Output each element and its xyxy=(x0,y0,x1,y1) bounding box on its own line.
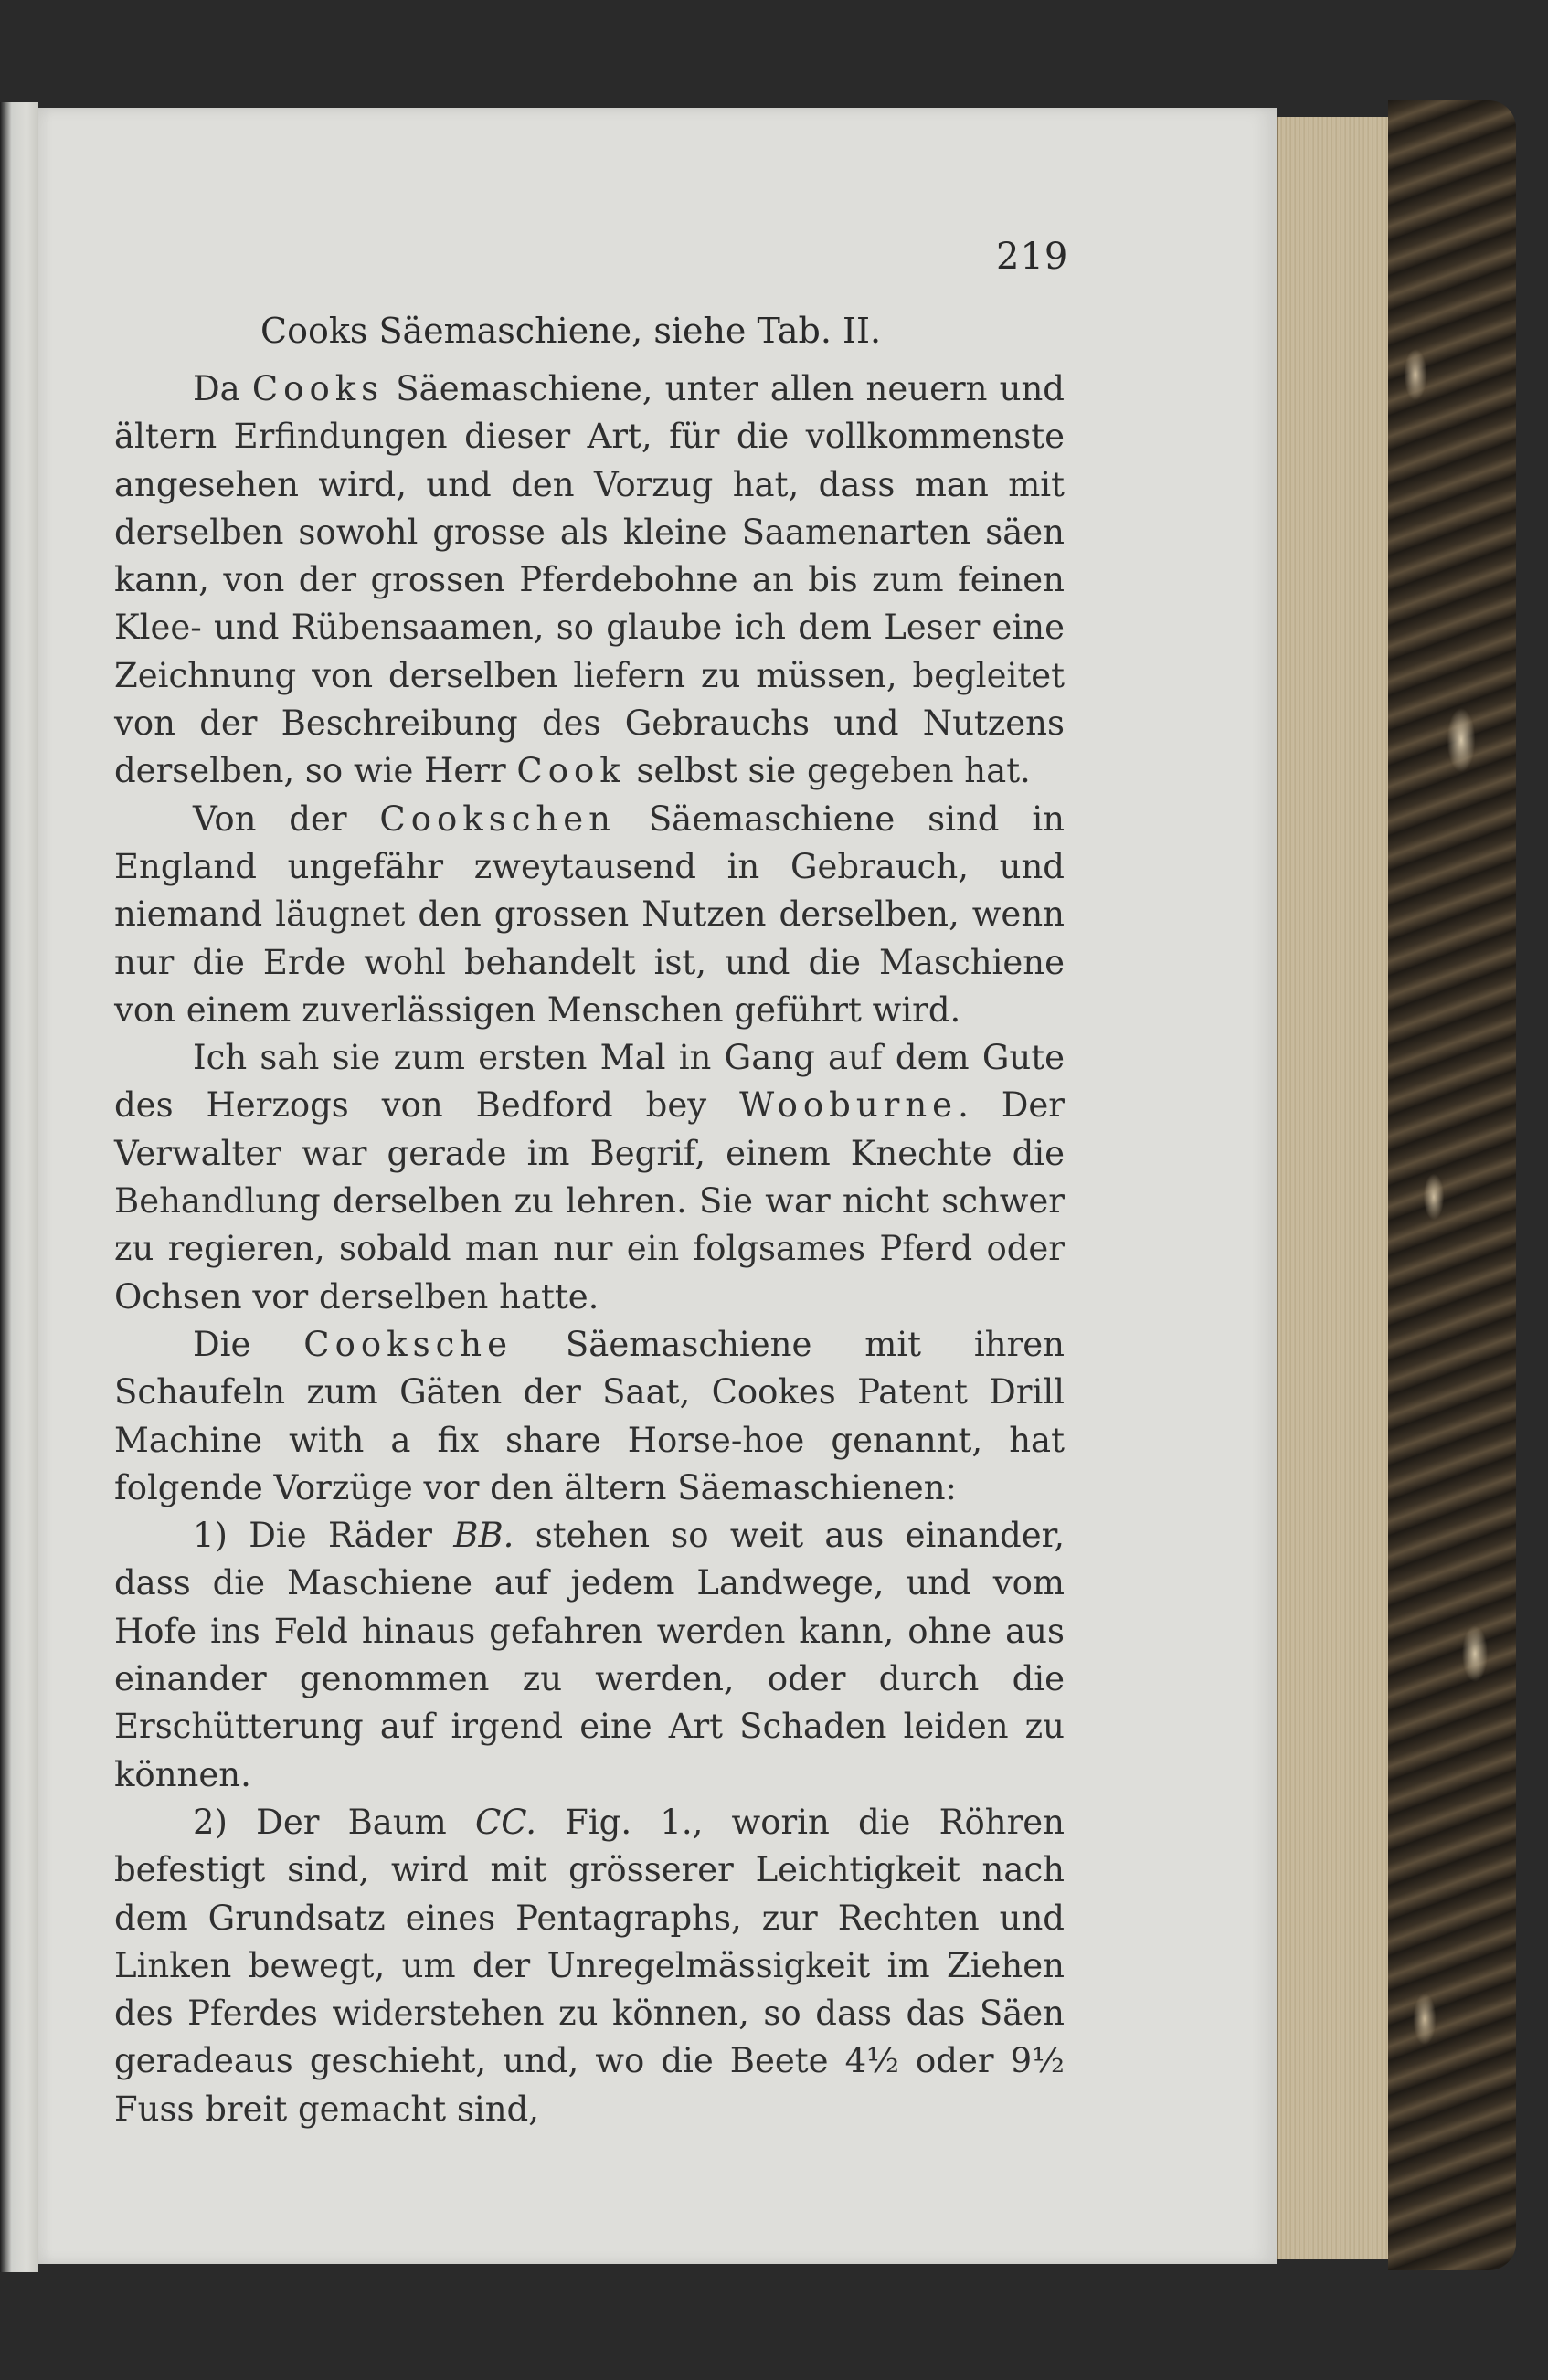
p5-text-run: BB. xyxy=(453,1516,514,1556)
p4-text-run: Cooksche xyxy=(303,1324,514,1364)
body-text xyxy=(114,365,1065,2133)
paragraph-3 xyxy=(114,1034,1065,1321)
p6-text-run: CC. xyxy=(474,1802,536,1842)
p4-text-run: Die xyxy=(193,1324,304,1364)
p1-text-run: Da xyxy=(193,369,252,408)
p3-text-run: . Der Verwalter war gerade im Begrif, einem Knechte die Behandlung derselben zu lehren. Sie war nicht schwer zu regieren, sobald man nur ein folgsames Pferd oder Ochsen vor derselben hatte. xyxy=(114,1085,1065,1317)
previous-page-edge xyxy=(0,102,38,2272)
p6-text-run: 2) Der Baum xyxy=(193,1802,475,1842)
p5-text-run: stehen so weit aus einander, dass die Maschiene auf jedem Landwege, und vom Hofe ins Feld hinaus gefahren werden kann, ohne aus einander genommen zu werden, oder durch die Erschütterung auf irgend eine Art Schaden leiden zu können. xyxy=(114,1516,1065,1794)
p1-text-run: selbst sie gegeben hat. xyxy=(625,751,1031,791)
p4-text-run: Säemaschiene mit ihren Schaufeln zum Gäten der Saat, Cookes Patent Drill Machine with a fix share Horse-hoe genannt, hat folgende Vorzüge vor den ältern Säemaschienen: xyxy=(114,1324,1066,1507)
p1-text-run: Cook xyxy=(516,751,626,791)
p2-text-run: Von der xyxy=(193,799,380,839)
p2-text-run: Säemaschiene sind in England ungefähr zweytausend in Gebrauch, und niemand läugnet den grossen Nutzen derselben, wenn nur die Erde wohl behandelt ist, und die Maschiene von einem zuverlässigen Menschen geführt wird. xyxy=(114,799,1065,1030)
p3-text-run: Wooburne xyxy=(739,1085,959,1126)
p1-text-run: Säemaschiene, unter allen neuern und ältern Erfindungen dieser Art, für die vollkommenste angesehen wird, und den Vorzug hat, dass man mit derselben sowohl grosse als kleine Saamenarten säen kann, von der grossen Pferdebohne an bis zum feinen Klee- und Rübensaamen, so glaube ich dem Leser eine Zeichnung von derselben liefern zu müssen, begleitet von der Beschreibung des Gebrauchs und Nutzens derselben, so wie Herr xyxy=(114,369,1065,791)
paragraph-2 xyxy=(114,796,1065,1034)
p5-text-run: 1) Die Räder xyxy=(193,1516,454,1556)
page-number: 219 xyxy=(996,236,1069,278)
p6-text-run: Fig. 1., worin die Röhren befestigt sind, wird mit grösserer Leichtigkeit nach dem Grundsatz eines Pentagraphs, zur Rechten und Linken bewegt, um der Unregelmässigkeit im Ziehen des Pferdes widerstehen zu können, so dass das Säen geradeaus geschieht, und, wo die Beete 4½ oder 9½ Fuss breit gemacht sind, xyxy=(114,1802,1065,2129)
p3-text-run: Ich sah sie zum ersten Mal in Gang auf dem Gute des Herzogs von Bedford bey xyxy=(114,1038,1065,1126)
marbled-cover-edge xyxy=(1388,100,1516,2270)
page-block-edge xyxy=(1277,117,1390,2259)
paragraph-4 xyxy=(114,1321,1065,1512)
p1-text-run: Cooks xyxy=(251,369,385,408)
paragraph-1 xyxy=(114,365,1065,796)
section-heading: Cooks Säemaschiene, siehe Tab. II. xyxy=(260,311,882,351)
paragraph-5 xyxy=(114,1512,1065,1799)
p2-text-run: Cookschen xyxy=(379,799,616,839)
paragraph-6 xyxy=(114,1799,1065,2133)
